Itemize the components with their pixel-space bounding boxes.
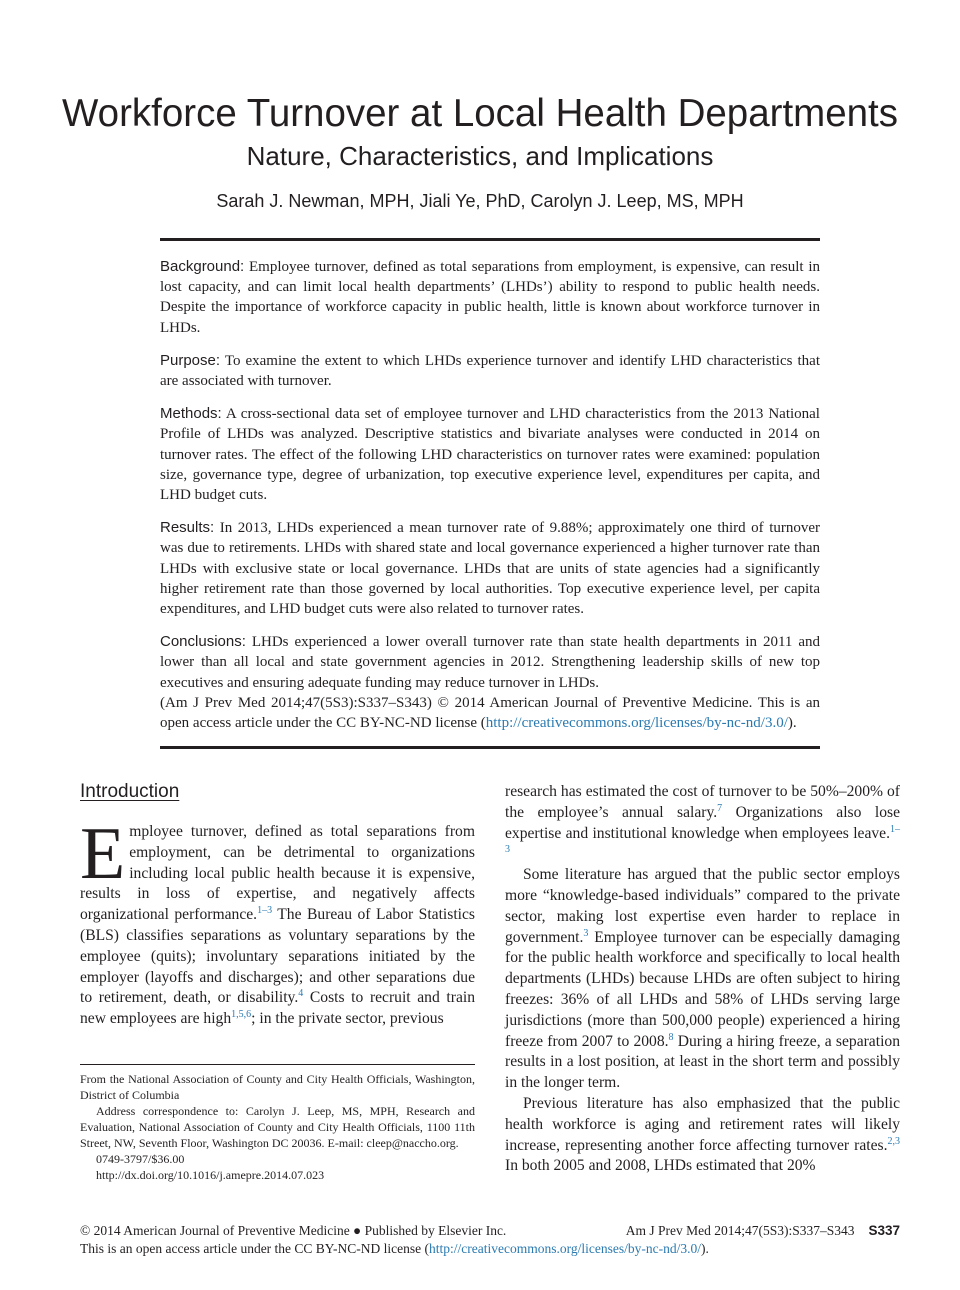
- footnotes: [80, 1071, 475, 1183]
- article-subtitle: Nature, Characteristics, and Implications: [246, 141, 714, 171]
- introduction-heading: Introduction: [80, 781, 180, 802]
- methods-text: A cross-sectional data set of employee turnover and LHD characteristics from the 2013 National Profile of LHDs was analyzed. Descriptive statistics and bivariate analyses were conducted in 2014 on turnover rates. The effect of the following LHD characteristics on turnover rates were examined: population size, governance type, degree of urbanization, top executive experience level, expenditures per capita, and LHD budget cuts.: [160, 406, 820, 504]
- abstract-conclusions: [160, 632, 820, 693]
- ref-link[interactable]: 2,3: [887, 1135, 900, 1147]
- ref-link[interactable]: 8: [668, 1031, 674, 1043]
- abstract-background: [160, 257, 820, 338]
- license-link[interactable]: http://creativecommons.org/licenses/by-nc-nd/3.0/: [485, 715, 788, 732]
- correspondence-note: Address correspondence to: Carolyn J. Leep, MS, MPH, Research and Evaluation, National Association of County and City Health Officials, 1100 11th Street, NW, Seventh Floor, Washington DC 20036. E-mail: cleep@naccho.org.: [80, 1104, 475, 1150]
- intro-text: In both 2005 and 2008, LHDs estimated that 20%: [505, 1157, 816, 1175]
- doi-note: http://dx.doi.org/10.1016/j.amepre.2014.07.023: [96, 1168, 325, 1182]
- abstract-citation: [160, 693, 820, 733]
- purpose-text: To examine the extent to which LHDs experience turnover and identify LHD characteristics that are associated with turnover.: [160, 352, 820, 390]
- intro-text: Some literature has argued that the public sector employs more “knowledge-based individuals” compared to the private sector, making lost expertise even harder to replace in government.: [505, 866, 900, 946]
- ref-link[interactable]: 1–3: [505, 823, 900, 856]
- footer-license-link[interactable]: http://creativecommons.org/licenses/by-nc-nd/3.0/: [429, 1241, 701, 1256]
- abstract-top-rule: [160, 238, 820, 241]
- citation-close: ).: [787, 715, 797, 732]
- right-paragraph-2: [505, 865, 900, 1094]
- conclusions-text: LHDs experienced a lower overall turnover rate than state health departments in 2011 and lower than all local and state government agencies in 2012. Strengthening leadership skills of new top executives and ensuring adequate funding may reduce turnover in LHDs.: [160, 634, 821, 691]
- intro-text: Employee turnover can be especially damaging for the public health workforce and specifically to local health departments (LHDs) because LHDs are often subject to hiring freezes: 36% of all LHDs and 58% of LHDs serving large jurisdictions (more than 500,000 people) experienced a hiring freeze from 2007 to 2008.: [505, 928, 900, 1050]
- intro-text: mployee turnover, defined as total separations from employment, can be detrimental to organizations including local public health because it is expensive, results in loss of expertise, and negatively affects organizational performance.: [80, 823, 475, 924]
- drop-cap: E: [80, 813, 126, 895]
- intro-text: Organizations also lose expertise and institutional knowledge when employees leave.: [505, 803, 901, 842]
- price-note: 0749-3797/$36.00: [96, 1152, 185, 1166]
- intro-text: During a hiring freeze, a separation results in a lost position, at least in the short term and possibly in the longer term.: [505, 1032, 900, 1092]
- right-column: [505, 782, 900, 1177]
- article-title: Workforce Turnover at Local Health Departments: [62, 92, 898, 135]
- abstract: [160, 257, 820, 733]
- abstract-purpose: [160, 351, 820, 391]
- conclusions-heading: Conclusions:: [160, 633, 246, 651]
- open-access-text: This is an open access article under the CC BY-NC-ND license (: [80, 1241, 430, 1256]
- abstract-methods: [160, 404, 820, 505]
- intro-paragraph-1: [80, 813, 475, 1030]
- left-column: [80, 813, 475, 1030]
- intro-text: The Bureau of Labor Statistics (BLS) classifies separations as voluntary separations by the employee (quits); involuntary separations initiated by the employer (layoffs and discharges); and other separations due to retirement, death, or disability.: [80, 906, 475, 1007]
- ref-link[interactable]: 1,5,6: [231, 1008, 252, 1020]
- intro-text: Previous literature has also emphasized that the public health workforce is aging and retirement rates will likely increase, representing another force affecting turnover rates.: [505, 1094, 900, 1154]
- ref-link[interactable]: 7: [717, 802, 723, 814]
- intro-text: research has estimated the cost of turnover to be 50%–200% of the employee’s annual salary.: [505, 783, 900, 821]
- journal-reference: Am J Prev Med 2014;47(5S3):S337–S343: [625, 1223, 855, 1238]
- background-text: Employee turnover, defined as total separations from employment, is expensive, can result in lost capacity, and can limit local health departments’ (LHDs’) ability to respond to public health needs. Despite the importance of workforce capacity in public health, little is known about workforce turnover in LHDs.: [160, 259, 820, 336]
- right-paragraph-3: [505, 1094, 900, 1177]
- purpose-heading: Purpose:: [160, 351, 221, 369]
- affiliation-note: From the National Association of County and City Health Officials, Washington, District of Columbia: [80, 1072, 475, 1102]
- ref-link[interactable]: 4: [298, 988, 304, 1000]
- author-list: Sarah J. Newman, MPH, Jiali Ye, PhD, Carolyn J. Leep, MS, MPH: [216, 191, 744, 211]
- ref-link[interactable]: 1–3: [257, 905, 273, 916]
- footnote-rule: [80, 1064, 475, 1065]
- results-text: In 2013, LHDs experienced a mean turnover rate of 9.88%; approximately one third of turnover was due to retirements. LHDs with shared state and local governance experienced a higher turnover rate than LHDs with exclusive state or local governance. LHDs that are units of state agencies had a significantly higher retirement rate than those governed by local authorities. Top executive experience level, per capita expenditures, and LHD budget cuts were also related to turnover rates.: [160, 520, 821, 618]
- intro-text: ; in the private sector, previous: [251, 1010, 444, 1028]
- abstract-bottom-rule: [160, 746, 820, 749]
- page-number: S337: [868, 1223, 900, 1238]
- methods-heading: Methods:: [160, 405, 222, 423]
- abstract-results: [160, 518, 820, 619]
- open-access-close: ).: [700, 1241, 709, 1256]
- background-heading: Background:: [160, 258, 245, 275]
- page-footer: [80, 1222, 900, 1258]
- intro-text: Costs to recruit and train new employees are high: [80, 989, 475, 1028]
- copyright-line: © 2014 American Journal of Preventive Medicine ● Published by Elsevier Inc.: [80, 1223, 507, 1238]
- citation-text: (Am J Prev Med 2014;47(5S3):S337–S343) © 2014 American Journal of Preventive Medicine. This is an open access article under the CC BY-NC-ND license (: [160, 694, 820, 732]
- results-heading: Results:: [160, 519, 215, 537]
- right-paragraph-1: [505, 782, 900, 865]
- ref-link[interactable]: 3: [583, 927, 589, 939]
